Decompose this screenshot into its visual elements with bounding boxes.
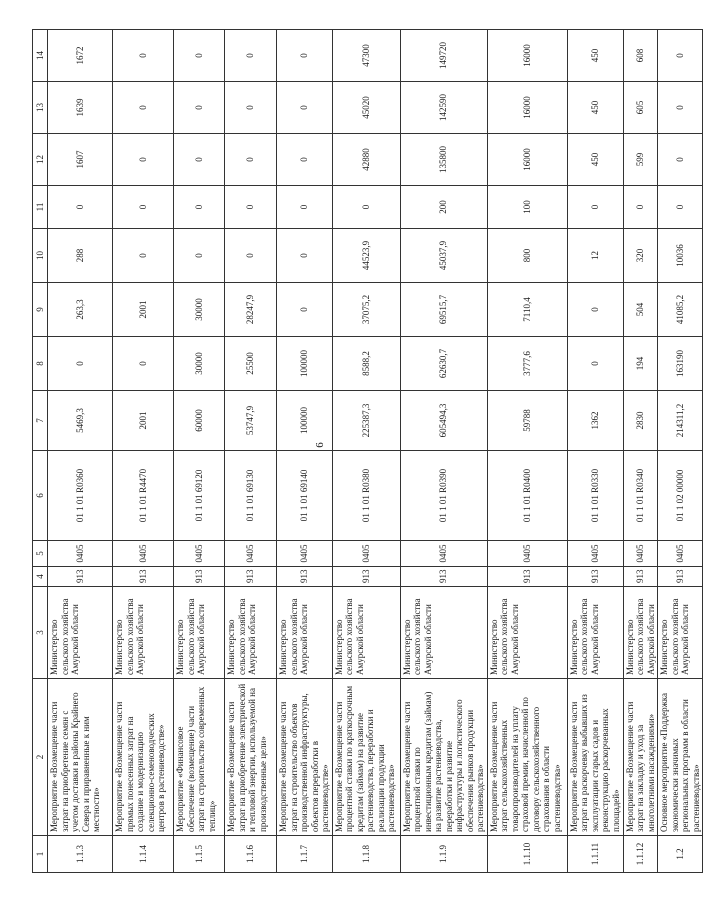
year-2020: 0 (174, 30, 225, 82)
year-2016: 45037,9 (400, 229, 487, 283)
rotated-table-container (32, 30, 703, 873)
year-2019: 0 (225, 82, 277, 134)
table-row (174, 30, 225, 873)
measure-name: Мероприятие «Финансовое обеспечение (возмещение) части затрат на строительство современных теплиц» (174, 679, 225, 836)
responsible-org: Министерство сельского хозяйства Амурской области (400, 587, 487, 679)
year-2019: 450 (567, 82, 623, 134)
target-article: 01 1 01 69140 (277, 451, 333, 541)
section-code: 0405 (113, 541, 174, 567)
year-2014: 194 (623, 337, 658, 391)
section-code: 0405 (174, 541, 225, 567)
measure-name: Мероприятие «Возмещение части затрат сельскохозяйственных товаропроизводителей на уплату страховой премии, начисленной по договору сельскохозяйственного страхования в области растениеводства» (487, 679, 567, 836)
column-header-3: 3 (33, 587, 48, 679)
row-number: 1.1.11 (567, 836, 623, 873)
grbs-code: 913 (487, 567, 567, 587)
year-2019: 0 (174, 82, 225, 134)
year-2018: 599 (623, 134, 658, 186)
row-number: 1.1.9 (400, 836, 487, 873)
year-2017: 0 (113, 186, 174, 229)
responsible-org: Министерство сельского хозяйства Амурской области (567, 587, 623, 679)
year-2020: 450 (567, 30, 623, 82)
year-2017: 0 (174, 186, 225, 229)
year-2020: 0 (277, 30, 333, 82)
responsible-org: Министерство сельского хозяйства Амурской области (487, 587, 567, 679)
responsible-org: Министерство сельского хозяйства Амурской области (174, 587, 225, 679)
year-2016: 0 (225, 229, 277, 283)
year-2017: 200 (400, 186, 487, 229)
target-article: 01 1 01 69120 (174, 451, 225, 541)
year-2015: 37075,2 (332, 283, 400, 337)
table-row (400, 30, 487, 873)
year-2015: 263,3 (48, 283, 113, 337)
year-2016: 800 (487, 229, 567, 283)
row-number: 1.2 (658, 836, 703, 873)
target-article: 01 1 02 00000 (658, 451, 703, 541)
year-2015: 69515,7 (400, 283, 487, 337)
target-article: 01 1 01 69130 (225, 451, 277, 541)
year-2018: 42880 (332, 134, 400, 186)
column-header-12: 12 (33, 134, 48, 186)
table-row (332, 30, 400, 873)
year-2016: 320 (623, 229, 658, 283)
year-2020: 608 (623, 30, 658, 82)
responsible-org: Министерство сельского хозяйства Амурской области (658, 587, 703, 679)
measure-name: Мероприятие «Возмещение части процентной ставки по инвестиционным кредитам (займам) на развитие растениеводства, переработки и развитие инфраструктуры и логистического обеспечения рынков продукции растениеводства» (400, 679, 487, 836)
column-header-14: 14 (33, 30, 48, 82)
year-2017: 0 (623, 186, 658, 229)
year-2016: 0 (174, 229, 225, 283)
year-2016: 0 (277, 229, 333, 283)
row-number: 1.1.4 (113, 836, 174, 873)
budget-table (32, 29, 703, 873)
year-2014: 8588,2 (332, 337, 400, 391)
table-row (48, 30, 113, 873)
grbs-code: 913 (623, 567, 658, 587)
table-row (113, 30, 174, 873)
total: 2001 (113, 391, 174, 451)
measure-name: Основное мероприятие «Поддержка экономически значимых региональных программ в области растениеводства» (658, 679, 703, 836)
measure-name: Мероприятие «Возмещение части затрат на строительство объектов производственной инфраструктуры, объектов переработки в растениеводстве» (277, 679, 333, 836)
grbs-code: 913 (332, 567, 400, 587)
target-article: 01 1 01 R0330 (567, 451, 623, 541)
column-header-11: 11 (33, 186, 48, 229)
year-2015: 2001 (113, 283, 174, 337)
year-2017: 0 (48, 186, 113, 229)
year-2015: 41085,2 (658, 283, 703, 337)
grbs-code: 913 (48, 567, 113, 587)
total: 5469,3 (48, 391, 113, 451)
measure-name: Мероприятие «Возмещение части затрат на закладку и уход за многолетними насаждениями» (623, 679, 658, 836)
year-2014: 3777,6 (487, 337, 567, 391)
measure-name: Мероприятие «Возмещение части затрат на приобретение семян с учетом доставки в районы Крайнего Севера и приравненные к ним местности» (48, 679, 113, 836)
total: 53747,9 (225, 391, 277, 451)
table-row (567, 30, 623, 873)
row-number: 1.1.8 (332, 836, 400, 873)
year-2015: 504 (623, 283, 658, 337)
column-header-2: 2 (33, 679, 48, 836)
grbs-code: 913 (567, 567, 623, 587)
row-number: 1.1.6 (225, 836, 277, 873)
measure-name: Мероприятие «Возмещение части затрат на приобретение электрической и тепловой энергии, используемой на производственные цели» (225, 679, 277, 836)
year-2019: 0 (658, 82, 703, 134)
year-2014: 0 (113, 337, 174, 391)
target-article: 01 1 01 R0360 (48, 451, 113, 541)
target-article: 01 1 01 R0340 (623, 451, 658, 541)
table-row (225, 30, 277, 873)
measure-name: Мероприятие «Возмещение части прямых понесенных затрат на создание и модернизацию селекционно-семеноводческих центров в растениеводстве» (113, 679, 174, 836)
year-2018: 0 (174, 134, 225, 186)
year-2020: 47300 (332, 30, 400, 82)
year-2019: 1639 (48, 82, 113, 134)
year-2017: 0 (277, 186, 333, 229)
section-code: 0405 (487, 541, 567, 567)
total: 59788 (487, 391, 567, 451)
year-2016: 288 (48, 229, 113, 283)
responsible-org: Министерство сельского хозяйства Амурской области (225, 587, 277, 679)
responsible-org: Министерство сельского хозяйства Амурской области (113, 587, 174, 679)
section-code: 0405 (225, 541, 277, 567)
table-body (33, 30, 703, 873)
row-number: 1.1.3 (48, 836, 113, 873)
year-2017: 0 (332, 186, 400, 229)
grbs-code: 913 (113, 567, 174, 587)
year-2020: 0 (113, 30, 174, 82)
year-2019: 45020 (332, 82, 400, 134)
year-2017: 0 (225, 186, 277, 229)
section-code: 0405 (658, 541, 703, 567)
target-article: 01 1 01 R0400 (487, 451, 567, 541)
responsible-org: Министерство сельского хозяйства Амурской области (332, 587, 400, 679)
year-2015: 0 (567, 283, 623, 337)
grbs-code: 913 (400, 567, 487, 587)
section-code: 0405 (567, 541, 623, 567)
table-row (277, 30, 333, 873)
responsible-org: Министерство сельского хозяйства Амурской области (623, 587, 658, 679)
year-2019: 142590 (400, 82, 487, 134)
year-2016: 12 (567, 229, 623, 283)
section-code: 0405 (48, 541, 113, 567)
year-2018: 0 (225, 134, 277, 186)
table-row (487, 30, 567, 873)
table-row (623, 30, 658, 873)
year-2014: 0 (48, 337, 113, 391)
year-2019: 0 (113, 82, 174, 134)
total: 225387,3 (332, 391, 400, 451)
year-2015: 28247,9 (225, 283, 277, 337)
row-number: 1.1.5 (174, 836, 225, 873)
header-row (33, 30, 48, 873)
total: 214311,2 (658, 391, 703, 451)
column-header-6: 6 (33, 451, 48, 541)
grbs-code: 913 (277, 567, 333, 587)
year-2018: 450 (567, 134, 623, 186)
year-2017: 0 (658, 186, 703, 229)
responsible-org: Министерство сельского хозяйства Амурской области (277, 587, 333, 679)
column-header-4: 4 (33, 567, 48, 587)
year-2015: 30000 (174, 283, 225, 337)
section-code: 0405 (400, 541, 487, 567)
year-2018: 0 (113, 134, 174, 186)
year-2014: 25500 (225, 337, 277, 391)
column-header-5: 5 (33, 541, 48, 567)
section-code: 0405 (277, 541, 333, 567)
row-number: 1.1.10 (487, 836, 567, 873)
year-2016: 44523,9 (332, 229, 400, 283)
column-header-7: 7 (33, 391, 48, 451)
year-2019: 16000 (487, 82, 567, 134)
column-header-1: 1 (33, 836, 48, 873)
year-2016: 10036 (658, 229, 703, 283)
year-2020: 16000 (487, 30, 567, 82)
year-2020: 0 (225, 30, 277, 82)
year-2014: 30000 (174, 337, 225, 391)
column-header-10: 10 (33, 229, 48, 283)
section-code: 0405 (332, 541, 400, 567)
total: 1362 (567, 391, 623, 451)
year-2020: 0 (658, 30, 703, 82)
grbs-code: 913 (658, 567, 703, 587)
year-2019: 0 (277, 82, 333, 134)
year-2019: 605 (623, 82, 658, 134)
total: 2830 (623, 391, 658, 451)
row-number: 1.1.12 (623, 836, 658, 873)
year-2018: 16000 (487, 134, 567, 186)
page-number: 6 (314, 442, 326, 448)
measure-name: Мероприятие «Возмещение части затрат на раскорчевку выбывших из эксплуатации старых садов и реконструкцию раскорчеванных площадей» (567, 679, 623, 836)
column-header-8: 8 (33, 337, 48, 391)
grbs-code: 913 (174, 567, 225, 587)
year-2014: 62630,7 (400, 337, 487, 391)
year-2018: 135800 (400, 134, 487, 186)
year-2020: 149720 (400, 30, 487, 82)
year-2018: 1607 (48, 134, 113, 186)
row-number: 1.1.7 (277, 836, 333, 873)
column-header-13: 13 (33, 82, 48, 134)
year-2015: 7110,4 (487, 283, 567, 337)
year-2017: 100 (487, 186, 567, 229)
target-article: 01 1 01 R4470 (113, 451, 174, 541)
year-2018: 0 (277, 134, 333, 186)
year-2014: 0 (567, 337, 623, 391)
year-2016: 0 (113, 229, 174, 283)
year-2014: 100000 (277, 337, 333, 391)
total: 100000 (277, 391, 333, 451)
year-2018: 0 (658, 134, 703, 186)
total: 605494,3 (400, 391, 487, 451)
grbs-code: 913 (225, 567, 277, 587)
responsible-org: Министерство сельского хозяйства Амурской области (48, 587, 113, 679)
target-article: 01 1 01 R0380 (332, 451, 400, 541)
total: 60000 (174, 391, 225, 451)
year-2020: 1672 (48, 30, 113, 82)
year-2015: 0 (277, 283, 333, 337)
column-header-9: 9 (33, 283, 48, 337)
measure-name: Мероприятие «Возмещение части процентной ставки по краткосрочным кредитам (займам) на развитие растениеводства, переработки и реализации продукции растениеводства» (332, 679, 400, 836)
section-code: 0405 (623, 541, 658, 567)
year-2014: 163190 (658, 337, 703, 391)
year-2017: 0 (567, 186, 623, 229)
target-article: 01 1 01 R0390 (400, 451, 487, 541)
table-row (658, 30, 703, 873)
